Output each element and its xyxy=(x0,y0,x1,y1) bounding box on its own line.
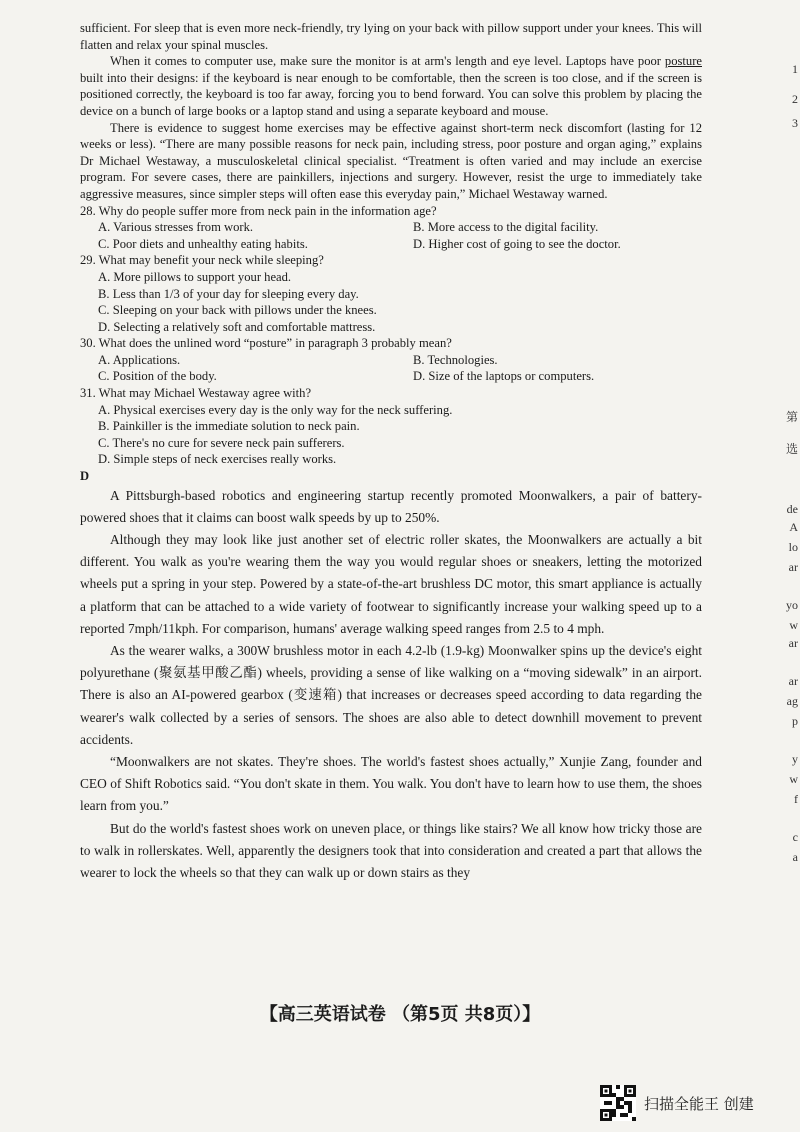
edge-fragment: 选 xyxy=(785,442,798,456)
section-d-paragraph-4: “Moonwalkers are not skates. They're shoes. The world's fastest shoes actually,” Xunjie Zang, founder and CEO of Shift Robotics said. “You don't skate in them. You walk. You don't have to learn how to use them, the shoes learn from you.” xyxy=(80,754,702,814)
passage-text-column xyxy=(80,20,702,884)
passage-c-paragraph-2: When it comes to computer use, make sure the monitor is at arm's length and eye level. Laptops have poor posture built into their designs: if the keyboard is near enough to be comfortable, then the screen is too close, and if the screen is positioned correctly, the keyboard is too far away, forcing you to bend forward. You can solve this problem by placing the device on a bunch of large books or a laptop stand and using a separate keyboard and mouse. xyxy=(80,54,702,118)
edge-fragment: ar xyxy=(788,636,798,650)
edge-fragment: 第 xyxy=(785,410,798,424)
section-d-paragraph-5: But do the world's fastest shoes work on uneven place, or things like stairs? We all know how tricky those are to walk in rollerskates. Well, apparently the designers took that into consideration and created a part that allows the wearer to lock the wheels so that they can walk up or down stairs as they xyxy=(80,820,702,881)
option-c: C. There's no cure for severe neck pain sufferers. xyxy=(98,435,345,450)
passage-c-paragraph-3: There is evidence to suggest home exercises may be effective against short-term neck discomfort (lasting for 12 weeks or less). “There are many possible reasons for neck pain, including stress, poor posture and organ aging,” explains Dr Michael Westaway, a musculoskeletal clinical specialist. “Treatment is often varied and may include an exercise program. For severe cases, there are painkillers, injections and surgery. However, resist the urge to immediately take aggressive measures, since simpler steps will often ease this everyday pain,” Michael Westaway warned. xyxy=(80,120,702,201)
option-a: A. Various stresses from work. xyxy=(98,220,254,235)
option-d: D. Size of the laptops or computers. xyxy=(413,369,595,384)
option-b: B. More access to the digital facility. xyxy=(413,220,599,235)
edge-fragment: ar xyxy=(788,674,798,688)
edge-fragment: w xyxy=(789,618,798,632)
section-d-passage xyxy=(80,485,702,885)
edge-fragment: lo xyxy=(788,540,798,554)
option-d: D. Selecting a relatively soft and comfortable mattress. xyxy=(98,319,376,334)
page-footer: 【高三英语试卷 （第5页 共8页）】 xyxy=(259,1004,541,1025)
underlined-word-posture: posture xyxy=(664,54,702,69)
edge-fragment: f xyxy=(794,792,798,806)
edge-fragment: ag xyxy=(786,694,798,708)
edge-fragment: ar xyxy=(788,560,798,574)
section-d-paragraph-2: Although they may look like just another set of electric roller skates, the Moonwalkers are actually a bit different. You walk as you're wearing them the way you would regular shoes or sneakers, letting the motorized wheels put a spring in your step. Powered by a state-of-the-art brushless DC motor, this smart appliance is actually a platform that can be attached to a wide variety of footwear to significantly increase your walking speed up to a reported 7mph/11kph. For comparison, humans' average walking speed ranges from 2.5 to 4 mph. xyxy=(80,532,702,636)
question-stem: 29. What may benefit your neck while sleeping? xyxy=(80,253,324,268)
qr-code-icon xyxy=(600,1085,636,1121)
option-a: A. Physical exercises every day is the only way for the neck suffering. xyxy=(98,402,453,417)
question-28 xyxy=(80,203,702,253)
edge-fragment: w xyxy=(789,772,798,786)
edge-fragment: y xyxy=(792,752,798,766)
edge-fragment: de xyxy=(786,502,798,516)
section-d-heading: D xyxy=(80,469,90,484)
option-c: C. Position of the body. xyxy=(98,369,217,384)
question-stem: 30. What does the unlined word “posture” in paragraph 3 probably mean? xyxy=(80,336,452,351)
question-stem: 28. Why do people suffer more from neck pain in the information age? xyxy=(80,203,437,218)
option-c: C. Poor diets and unhealthy eating habits. xyxy=(98,236,308,251)
edge-fragment: 1 xyxy=(792,62,798,76)
edge-fragment: p xyxy=(792,714,798,728)
section-d-paragraph-1: A Pittsburgh-based robotics and engineering startup recently promoted Moonwalkers, a pair of battery-powered shoes that it claims can boost walk speeds by up to 250%. xyxy=(80,487,702,525)
option-a: A. More pillows to support your head. xyxy=(98,269,292,284)
adjacent-page-edge xyxy=(780,0,800,1132)
question-stem: 31. What may Michael Westaway agree with? xyxy=(80,386,312,401)
section-d-paragraph-3: As the wearer walks, a 300W brushless motor in each 4.2-lb (1.9-kg) Moonwalker spins up the device's eight polyurethane (聚氨基甲酸乙酯) wheels, providing a sense of like walking on a “moving sidewalk” in an airport. There is also an AI-powered gearbox (变速箱) that increases or decreases speed according to data regarding the wearer's walk collected by a series of sensors. The shoes are also able to detect downhill movement to prevent accidents. xyxy=(80,643,702,747)
question-31 xyxy=(80,385,702,468)
option-b: B. Technologies. xyxy=(413,352,498,367)
scanner-watermark-text: 扫描全能王 创建 xyxy=(644,1094,754,1113)
edge-fragment: yo xyxy=(786,598,798,612)
question-29 xyxy=(80,252,702,335)
edge-fragment: a xyxy=(792,850,798,864)
edge-fragment: c xyxy=(792,830,798,844)
edge-fragment: A xyxy=(789,520,798,534)
edge-fragment: 2 xyxy=(792,92,798,106)
scanner-watermark xyxy=(600,1085,754,1121)
edge-fragment: 3 xyxy=(792,116,798,130)
option-d: D. Simple steps of neck exercises really works. xyxy=(98,452,337,467)
question-30 xyxy=(80,335,702,385)
passage-c-paragraph-1: sufficient. For sleep that is even more neck-friendly, try lying on your back with pillow support under your knees. This will flatten and relax your spinal muscles. xyxy=(80,21,702,52)
option-b: B. Less than 1/3 of your day for sleeping every day. xyxy=(98,286,359,301)
option-b: B. Painkiller is the immediate solution to neck pain. xyxy=(98,419,360,434)
option-a: A. Applications. xyxy=(98,352,181,367)
option-c: C. Sleeping on your back with pillows under the knees. xyxy=(98,303,377,318)
option-d: D. Higher cost of going to see the doctor. xyxy=(413,236,621,251)
